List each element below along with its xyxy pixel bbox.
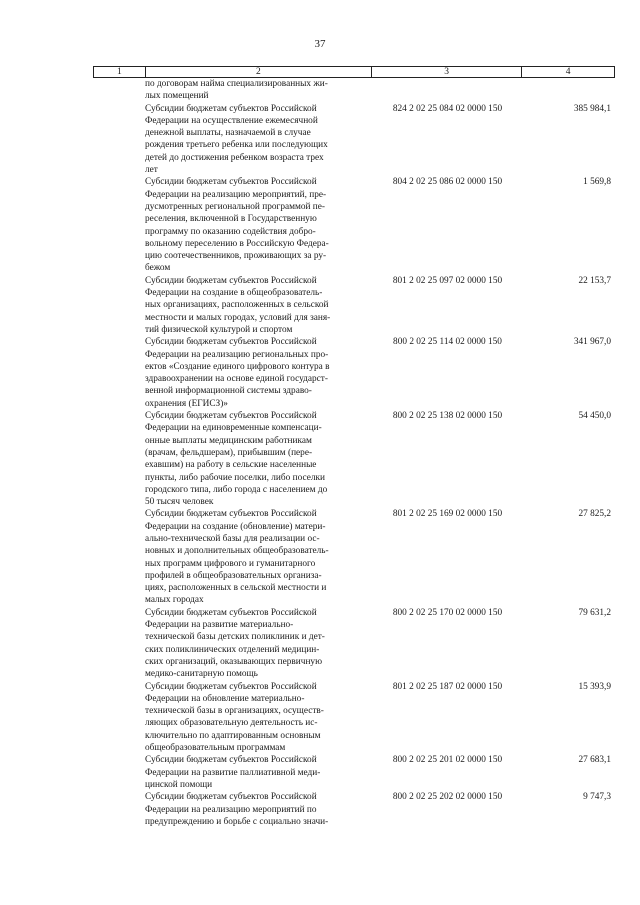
row-amount: 22 153,7 (578, 275, 611, 286)
row-description: Субсидии бюджетам субъектов Российской Федерации на создание в общеобразователь- ных организациях, расположенных в сельской местности и малых городах, условий для заня- тий физической культурой и спортом (145, 275, 331, 335)
table-body (145, 78, 615, 828)
row-description: Субсидии бюджетам субъектов Российской Федерации на реализацию мероприятий, пре- дусмотренных региональной программой пе- реселения, включенной в Государственную программу по оказанию содействия добро- вольному переселению в Российскую Федера- цию соотечественников, проживающих за ру- бежом (145, 177, 329, 274)
continuation-text: по договорам найма специализированных жи- лых помещений (145, 79, 328, 102)
row-description: Субсидии бюджетам субъектов Российской Федерации на единовременные компенсаци- онные выплаты медицинским работникам (врачам, фельдшерам), прибывшим (пере- ехавшим) на работу в сельские населенные пункты, либо рабочие поселки, либо поселки городского типа, либо города с населением до 50 тысяч человек (145, 411, 328, 508)
row-description: Субсидии бюджетам субъектов Российской Федерации на реализацию региональных про- ектов «Создание единого цифрового контура в здравоохранении на основе единой государст- венной информационной системы здраво- охранения (ЕГИСЗ)» (145, 337, 330, 409)
row-amount: 1 569,8 (583, 177, 611, 188)
header-col-3: 3 (372, 67, 522, 77)
table-row (145, 681, 615, 755)
continuation-row (145, 78, 615, 103)
table-row (145, 508, 615, 606)
header-col-4: 4 (565, 67, 571, 77)
row-amount: 15 393,9 (578, 681, 611, 692)
row-code: 800 2 02 25 202 02 0000 150 (392, 792, 503, 803)
row-code: 804 2 02 25 086 02 0000 150 (392, 177, 503, 188)
row-amount: 54 450,0 (578, 411, 611, 422)
row-description: Субсидии бюджетам субъектов Российской Федерации на развитие материально- технической базы детских поликлиник и дет- ских поликлинических отделений медицин- ских организаций, оказывающих первичную медико-санитарную помощь (145, 607, 325, 680)
row-code: 800 2 02 25 114 02 0000 150 (393, 337, 502, 348)
table-row (145, 607, 615, 681)
row-code: 824 2 02 25 084 02 0000 150 (392, 103, 503, 114)
table-row (145, 103, 615, 177)
header-col-1: 1 (94, 67, 146, 77)
row-code: 800 2 02 25 138 02 0000 150 (392, 411, 503, 422)
row-amount: 27 825,2 (578, 509, 611, 520)
row-code: 800 2 02 25 201 02 0000 150 (392, 755, 503, 766)
row-amount: 9 747,3 (583, 792, 611, 803)
page-number: 37 (314, 38, 326, 50)
table-row (145, 791, 615, 828)
table-row (145, 410, 615, 508)
table-row (145, 275, 615, 336)
table-row (145, 336, 615, 410)
row-description: Субсидии бюджетам субъектов Российской Федерации на развитие паллиативной меди- цинской помощи (145, 755, 321, 790)
header-col-2: 2 (146, 67, 372, 77)
table-header-row (93, 66, 615, 78)
row-amount: 341 967,0 (573, 337, 611, 348)
row-code: 801 2 02 25 097 02 0000 150 (392, 275, 503, 286)
row-code: 800 2 02 25 170 02 0000 150 (392, 607, 503, 618)
row-code: 801 2 02 25 187 02 0000 150 (392, 681, 503, 692)
row-description: Субсидии бюджетам субъектов Российской Федерации на создание (обновление) матери- ально-технической базы для реализации ос- новных и дополнительных общеобразователь- ных программ цифрового и гуманитарного профилей в общеобразовательных организа- циях, расположенных в сельской местности и малых городах (145, 509, 329, 606)
row-description: Субсидии бюджетам субъектов Российской Федерации на осуществление ежемесячной денежной выплаты, назначаемой в случае рождения третьего ребенка или последующих детей до достижения ребенком возраста трех лет (145, 103, 328, 176)
row-amount: 79 631,2 (578, 607, 611, 618)
row-code: 801 2 02 25 169 02 0000 150 (392, 509, 503, 520)
table-row (145, 176, 615, 274)
row-description: Субсидии бюджетам субъектов Российской Федерации на реализацию мероприятий по предупреждению и борьбе с социально значи- (145, 792, 329, 827)
row-description: Субсидии бюджетам субъектов Российской Федерации на обновление материально- технической базы в организациях, осуществ- ляющих образовательную деятельность ис- ключительно по адаптированным основным общеобразовательным программам (145, 681, 324, 754)
table-row (145, 754, 615, 791)
row-amount: 27 683,1 (578, 755, 611, 766)
row-amount: 385 984,1 (573, 103, 611, 114)
